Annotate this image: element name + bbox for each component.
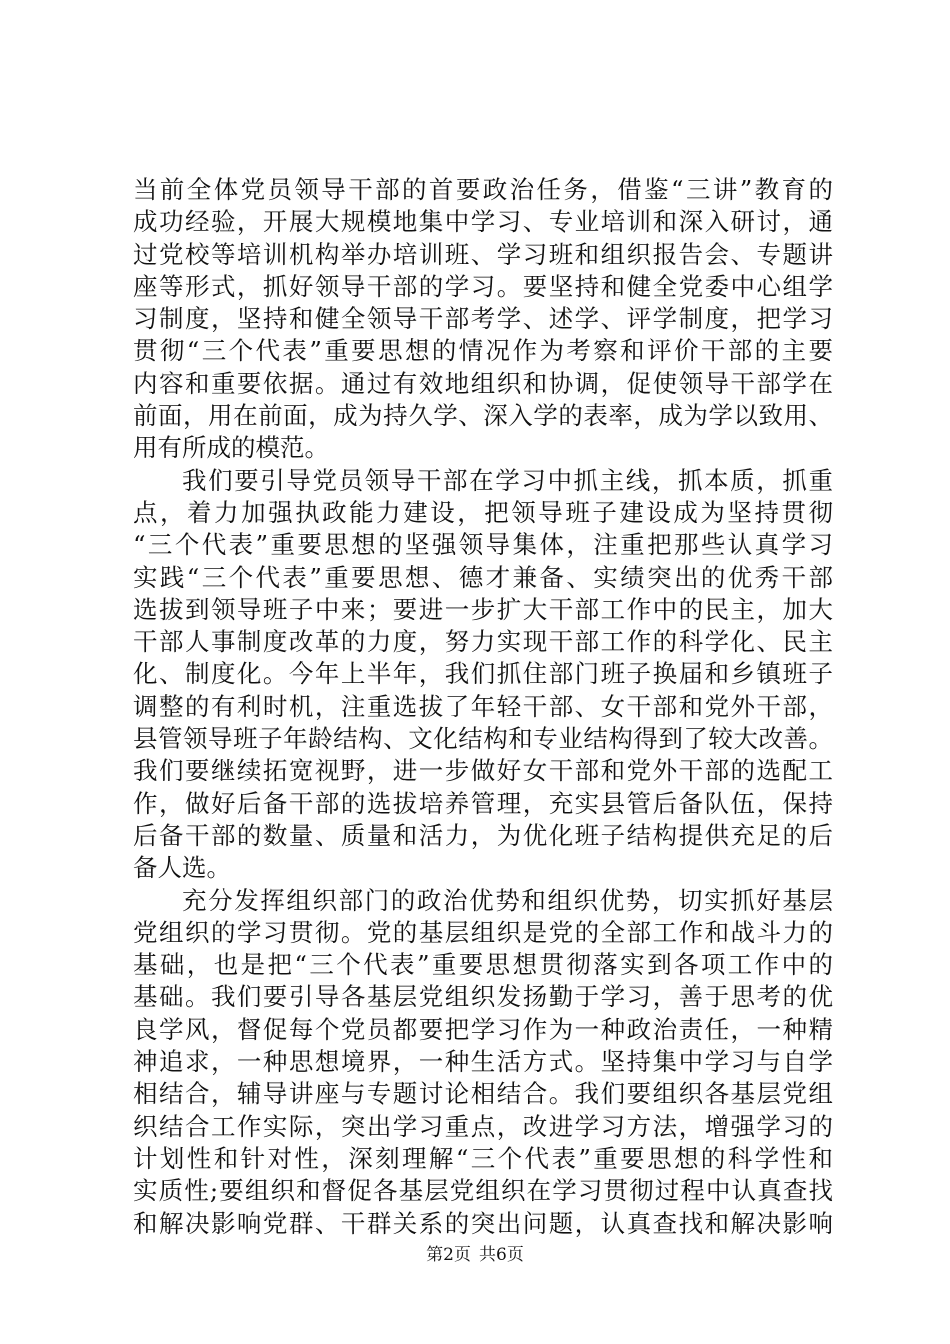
text-line: 前面，用在前面，成为持久学、深入学的表率，成为学以致用、: [133, 401, 833, 431]
text-line: 作，做好后备干部的选拔培养管理，充实县管后备队伍，保持: [133, 788, 833, 818]
text-line: 贯彻“三个代表”重要思想的情况作为考察和评价干部的主要: [133, 336, 833, 366]
text-line: “三个代表”重要思想的坚强领导集体，注重把那些认真学习: [133, 530, 833, 560]
text-line: 实质性;要组织和督促各基层党组织在学习贯彻过程中认真查找: [133, 1176, 833, 1206]
text-line: 内容和重要依据。通过有效地组织和协调，促使领导干部学在: [133, 368, 833, 398]
text-line: 党组织的学习贯彻。党的基层组织是党的全部工作和战斗力的: [133, 917, 833, 947]
text-line: 实践“三个代表”重要思想、德才兼备、实绩突出的优秀干部: [133, 562, 833, 592]
page-footer: [0, 1244, 950, 1266]
text-line: 习制度，坚持和健全领导干部考学、述学、评学制度，把学习: [133, 304, 833, 334]
text-line: 织结合工作实际，突出学习重点，改进学习方法，增强学习的: [133, 1111, 833, 1141]
text-line: 县管领导班子年龄结构、文化结构和专业结构得到了较大改善。: [133, 724, 833, 754]
page-number: 第2页: [426, 1245, 471, 1265]
text-line: 干部人事制度改革的力度，努力实现干部工作的科学化、民主: [133, 627, 833, 657]
text-line: 神追求，一种思想境界，一种生活方式。坚持集中学习与自学: [133, 1047, 833, 1077]
text-line: 我们要引导党员领导干部在学习中抓主线，抓本质，抓重: [182, 465, 833, 495]
text-line: 计划性和针对性，深刻理解“三个代表”重要思想的科学性和: [133, 1143, 833, 1173]
page-total: 共6页: [479, 1245, 524, 1265]
document-body: [133, 174, 833, 1240]
text-line: 选拔到领导班子中来；要进一步扩大干部工作中的民主，加大: [133, 594, 833, 624]
text-line: 充分发挥组织部门的政治优势和组织优势，切实抓好基层: [182, 885, 833, 915]
text-line: 基础。我们要引导各基层党组织发扬勤于学习，善于思考的优: [133, 982, 833, 1012]
text-line: 相结合，辅导讲座与专题讨论相结合。我们要组织各基层党组: [133, 1079, 833, 1109]
text-line: 良学风，督促每个党员都要把学习作为一种政治责任，一种精: [133, 1014, 833, 1044]
text-line: 化、制度化。今年上半年，我们抓住部门班子换届和乡镇班子: [133, 659, 833, 689]
text-line: 备人选。: [133, 853, 231, 883]
text-line: 我们要继续拓宽视野，进一步做好女干部和党外干部的选配工: [133, 756, 833, 786]
text-line: 点，着力加强执政能力建设，把领导班子建设成为坚持贯彻: [133, 497, 833, 527]
text-line: 当前全体党员领导干部的首要政治任务，借鉴“三讲”教育的: [133, 175, 833, 204]
text-line: 后备干部的数量、质量和活力，为优化班子结构提供充足的后: [133, 820, 833, 850]
text-line: 用有所成的模范。: [133, 433, 329, 463]
text-line: 调整的有利时机，注重选拔了年轻干部、女干部和党外干部，: [133, 691, 833, 721]
text-line: 过党校等培训机构举办培训班、学习班和组织报告会、专题讲: [133, 239, 833, 269]
text-line: 和解决影响党群、干群关系的突出问题，认真查找和解决影响: [133, 1208, 833, 1238]
text-line: 基础，也是把“三个代表”重要思想贯彻落实到各项工作中的: [133, 950, 833, 980]
text-line: 成功经验，开展大规模地集中学习、专业培训和深入研讨，通: [133, 207, 833, 237]
text-line: 座等形式，抓好领导干部的学习。要坚持和健全党委中心组学: [133, 271, 833, 301]
